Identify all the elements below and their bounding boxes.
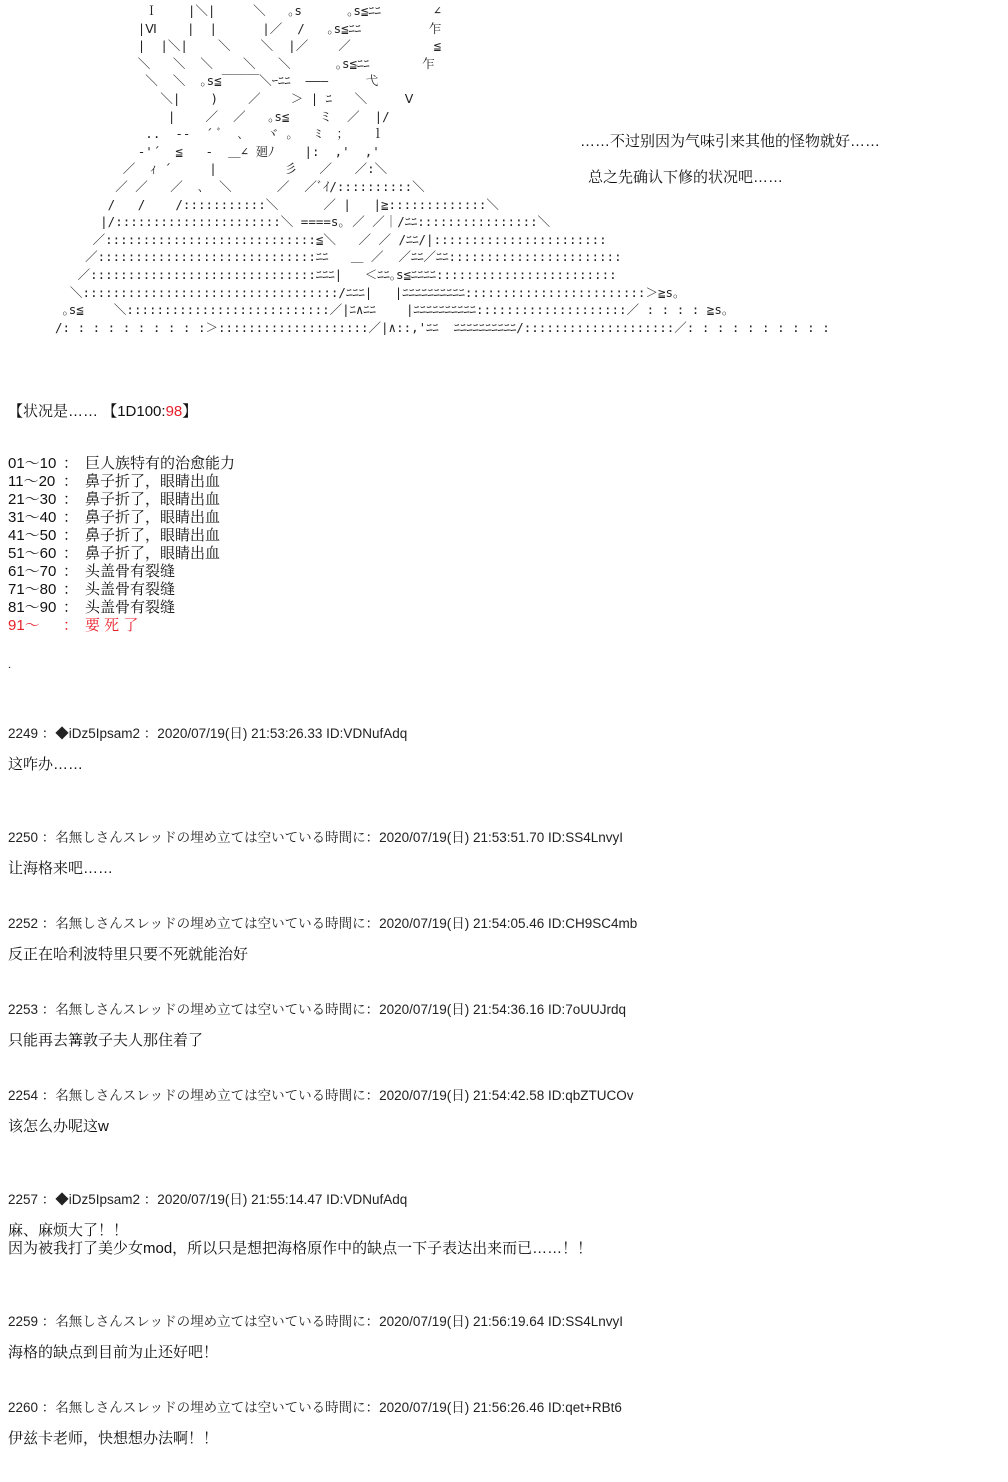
post-header: 2252 ：名無しさんスレッドの埋め立ては空いている時間に：2020/07/19(日) 21:54:05.46 ID:CH9SC4mb (8, 916, 638, 931)
post-body-line-2: 因为被我打了美少女mod，所以只是想把海格原作中的缺点一下子表达出来而已……！！ (8, 1240, 593, 1257)
result-row-highlighted (8, 617, 235, 635)
post-header: 2254 ：名無しさんスレッドの埋め立ては空いている時間に：2020/07/19(日) 21:54:42.58 ID:qbZTUCOv (8, 1088, 634, 1103)
post-header: 2259 ：名無しさんスレッドの埋め立ては空いている時間に：2020/07/19(日) 21:56:19.64 ID:SS4LnvyI (8, 1314, 624, 1329)
result-text: 巨人族特有的治愈能力 (85, 455, 236, 472)
dice-suffix: 】 (182, 403, 198, 420)
dice-value: 98 (165, 403, 183, 420)
post-2250 (8, 826, 623, 878)
result-row (8, 563, 235, 581)
result-text: 要 死 了 (85, 617, 139, 634)
result-table (8, 455, 235, 635)
result-sep: ： (63, 563, 79, 580)
post-body: 只能再去篝敦子夫人那住着了 (8, 1032, 204, 1049)
result-sep: ： (63, 491, 79, 508)
post-body: 海格的缺点到目前为止还好吧！ (8, 1344, 219, 1361)
post-body: 伊兹卡老师，快想想办法啊！！ (8, 1430, 219, 1447)
result-text: 头盖骨有裂缝 (85, 599, 176, 616)
post-body: 让海格来吧…… (8, 860, 114, 877)
result-sep: ： (63, 617, 79, 634)
post-2257 (8, 1188, 592, 1258)
speech-line-2: 总之先确认下修的状况吧…… (588, 169, 784, 186)
post-2260 (8, 1396, 622, 1448)
result-range: 71～80 (8, 581, 57, 598)
post-body: 这咋办…… (8, 756, 84, 773)
result-row (8, 545, 235, 563)
status-line (8, 400, 197, 421)
result-range: 31～40 (8, 509, 57, 526)
post-header: 2257 ：◆iDz5Ipsam2 ：2020/07/19(日) 21:55:14.47 ID:VDNufAdq (8, 1192, 408, 1207)
end-mark: ． (8, 660, 18, 671)
result-sep: ： (63, 509, 79, 526)
result-row (8, 473, 235, 491)
status-prefix: 【状况是…… (8, 403, 99, 420)
post-header: 2253 ：名無しさんスレッドの埋め立ては空いている時間に：2020/07/19(日) 21:54:36.16 ID:7oUUJrdq (8, 1002, 627, 1017)
post-2259 (8, 1310, 623, 1362)
result-range: 21～30 (8, 491, 57, 508)
result-row (8, 509, 235, 527)
result-text: 头盖骨有裂缝 (85, 563, 176, 580)
post-2252 (8, 912, 637, 964)
result-text: 鼻子折了，眼睛出血 (85, 473, 221, 490)
post-body: 麻、麻烦大了！！ (8, 1222, 129, 1239)
post-2253 (8, 998, 626, 1050)
result-sep: ： (63, 473, 79, 490)
result-text: 鼻子折了，眼睛出血 (85, 545, 221, 562)
result-row (8, 599, 235, 617)
speech-line-1: ……不过别因为气味引来其他的怪物就好…… (580, 133, 881, 150)
result-range: 81～90 (8, 599, 57, 616)
result-text: 头盖骨有裂缝 (85, 581, 176, 598)
result-range: 41～50 (8, 527, 57, 544)
result-sep: ： (63, 455, 79, 472)
post-body: 该怎么办呢这w (8, 1118, 109, 1135)
ascii-art-illustration: Ｉ |＼| ＼ ｡s ｡s≦ﾆﾆ ∠ |Ⅵ | | |／ / ｡s≦ﾆﾆ 乍 | |＼| ＼ ＼ |／ ／ ≦ ＼ ＼ ＼ ＼ ＼ ｡s≦ﾆﾆ 乍 ＼ ＼ ｡s≦￣￣￣＼ｰﾆﾆ ――― 弋 ＼| ) ／ ＞ | ﾆ ＼ Ⅴ | ／ ／ ｡s≦ ミ ／ |/ .. ‐‐ ´ ﾞ ､ ヾ ｡ ﾐ ； ｌ ‐'´ ≦ ‐ ＿∠ 廻ﾉ |: ,' ,' ／ ｨ ´ | 彡 ／ ／:＼ ／ ／ ／ ､ ＼ ／ ／ﾞｲ/::::::::::＼ / / /:::::::::::＼ ／ | |≧:::::::::::::＼ |/::::::::::::::::::::::＼ ====s｡ ／ ／｜/ﾆﾆ::::::::::::::::＼ ／::::::::::::::::::::::::::::≦＼ ／ ／ /ﾆﾆ/|::::::::::::::::::::::: ／:::::::::::::::::::::::::::::ﾆﾆ ＿ ／ ／ﾆﾆ／ﾆﾆ::::::::::::::::::::::: ／::::::::::::::::::::::::::::::ﾆﾆﾆ| ＜ﾆﾆ｡s≦ﾆﾆﾆﾆ:::::::::::::::::::::::: ＼::::::::::::::::::::::::::::::::::/ﾆﾆﾆ| |ﾆﾆﾆﾆﾆﾆﾆﾆﾆﾆ::::::::::::::::::::::::＞≧s｡ ｡s≦ ＼:::::::::::::::::::::::::::／|ﾆ∧ﾆﾆ |ﾆﾆﾆﾆﾆﾆﾆﾆﾆﾆ::::::::::::::::::::／ : : : : ≧s｡ /: : : : : : : : : :＞::::::::::::::::::::／|∧::,'ﾆﾆ ﾆﾆﾆﾆﾆﾆﾆﾆﾆﾆ/::::::::::::::::::::／: : : : : : : : : : (55, 3, 830, 335)
result-text: 鼻子折了，眼睛出血 (85, 491, 221, 508)
post-2254 (8, 1084, 634, 1136)
result-row (8, 581, 235, 599)
result-row (8, 455, 235, 473)
result-range: 11～20 (8, 473, 56, 490)
result-row (8, 527, 235, 545)
result-range: 91～ (8, 617, 40, 634)
post-header: 2260 ：名無しさんスレッドの埋め立ては空いている時間に：2020/07/19(日) 21:56:26.46 ID:qet+RBt6 (8, 1400, 622, 1415)
dice-prefix: 【1D100: (102, 403, 166, 420)
post-header: 2249 ：◆iDz5Ipsam2 ：2020/07/19(日) 21:53:26.33 ID:VDNufAdq (8, 726, 408, 741)
result-range: 61～70 (8, 563, 57, 580)
post-body: 反正在哈利波特里只要不死就能治好 (8, 946, 249, 963)
result-sep: ： (63, 581, 79, 598)
result-range: 51～60 (8, 545, 57, 562)
post-header: 2250 ：名無しさんスレッドの埋め立ては空いている時間に：2020/07/19(日) 21:53:51.70 ID:SS4LnvyI (8, 830, 624, 845)
result-range: 01～10 (8, 455, 57, 472)
result-text: 鼻子折了，眼睛出血 (85, 527, 221, 544)
result-sep: ： (63, 599, 79, 616)
result-sep: ： (63, 527, 79, 544)
post-2249 (8, 722, 407, 774)
result-row (8, 491, 235, 509)
result-text: 鼻子折了，眼睛出血 (85, 509, 221, 526)
result-sep: ： (63, 545, 79, 562)
dice-result (102, 403, 197, 420)
